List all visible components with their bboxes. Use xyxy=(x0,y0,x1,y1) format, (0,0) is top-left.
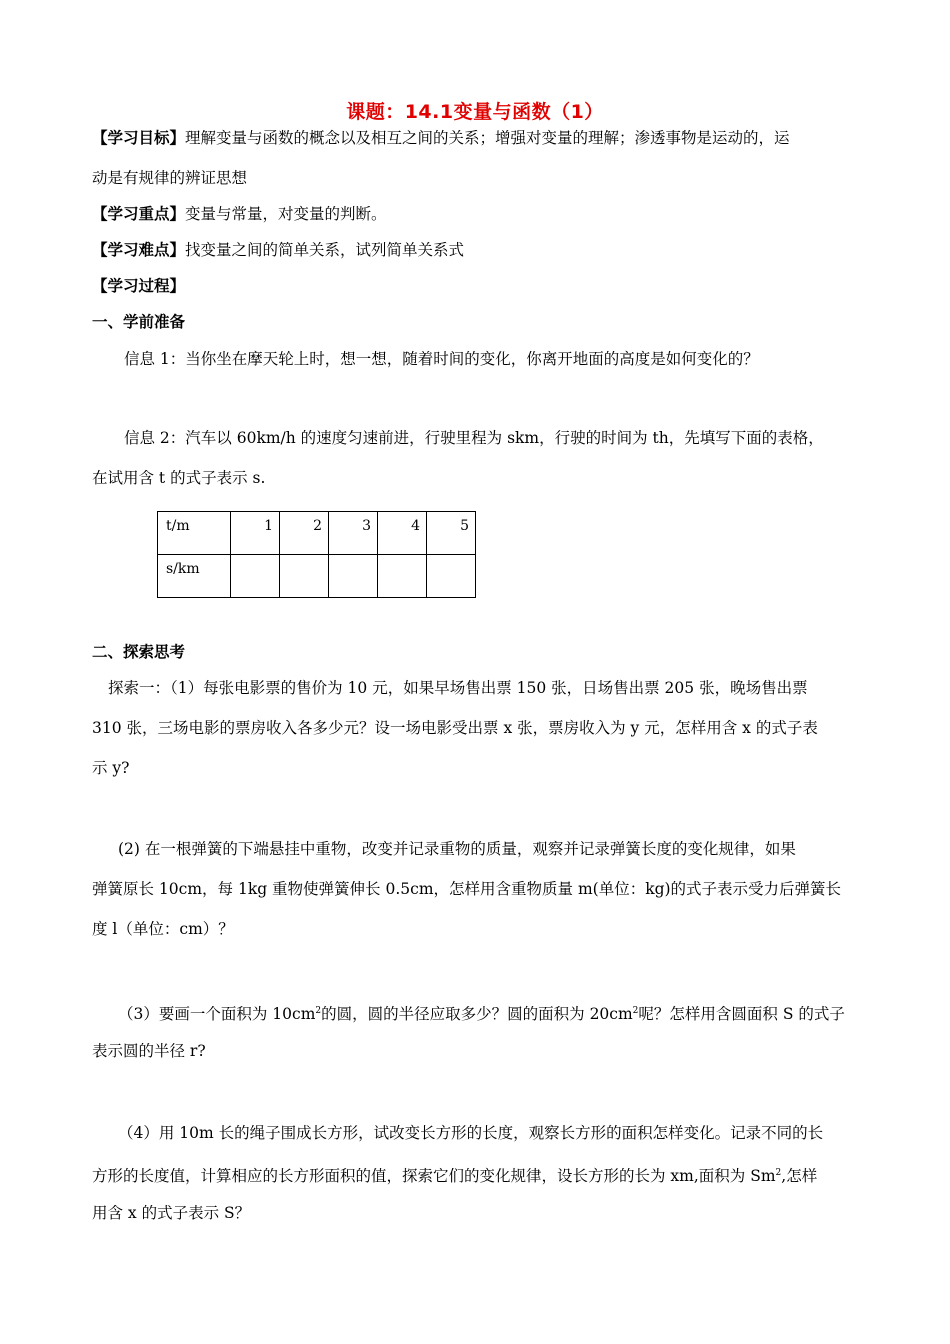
table-cell: 4 xyxy=(378,512,427,555)
table-row xyxy=(158,512,476,555)
exploration-q1-line3: 示 y? xyxy=(92,759,130,777)
section-preparation-heading: 一、学前准备 xyxy=(92,313,186,331)
superscript-two: 2 xyxy=(632,1006,639,1016)
learning-focus-text: 变量与常量，对变量的判断。 xyxy=(185,205,387,223)
table-cell: 3 xyxy=(329,512,378,555)
learning-goal-text: 理解变量与函数的概念以及相互之间的关系；增强对变量的理解；渗透事物是运动的，运 xyxy=(185,129,790,147)
page-title: 课题：14.1变量与函数（1） xyxy=(346,101,604,123)
table-cell-empty xyxy=(231,555,280,598)
exploration-q3-part1: （3）要画一个面积为 10cm xyxy=(118,1005,316,1024)
table-cell: 1 xyxy=(231,512,280,555)
exploration-q4-line2-part2: ,怎样 xyxy=(781,1167,818,1186)
table-cell-empty xyxy=(427,555,476,598)
table-cell: 5 xyxy=(427,512,476,555)
table-cell-empty xyxy=(329,555,378,598)
exploration-q2-line2: 弹簧原长 10cm，每 1kg 重物使弹簧伸长 0.5cm，怎样用含重物质量 m(单位：kg)的式子表示受力后弹簧长 xyxy=(92,880,842,898)
exploration-q3-line2: 表示圆的半径 r? xyxy=(92,1042,206,1060)
table-cell: 2 xyxy=(280,512,329,555)
info-2-continued: 在试用含 t 的式子表示 s. xyxy=(92,469,266,487)
table-cell-empty xyxy=(280,555,329,598)
info-1: 信息 1：当你坐在摩天轮上时，想一想，随着时间的变化，你离开地面的高度是如何变化的？ xyxy=(124,350,759,368)
learning-goal-label: 【学习目标】 xyxy=(92,129,186,147)
learning-goal xyxy=(92,127,790,149)
superscript-two: 2 xyxy=(775,1168,782,1178)
time-distance-table xyxy=(157,511,476,598)
learning-difficulty-label: 【学习难点】 xyxy=(92,241,186,259)
exploration-q1-line2: 310 张，三场电影的票房收入各多少元？设一场电影受出票 x 张，票房收入为 y 元，怎样用含 x 的式子表 xyxy=(92,719,818,737)
exploration-q2-line3: 度 l（单位：cm）？ xyxy=(92,920,234,938)
learning-process-label: 【学习过程】 xyxy=(92,277,186,295)
exploration-q4: （4）用 10m 长的绳子围成长方形，试改变长方形的长度，观察长方形的面积怎样变化。记录不同的长 xyxy=(118,1124,824,1142)
superscript-two: 2 xyxy=(315,1006,322,1016)
table-row xyxy=(158,555,476,598)
exploration-q3-part3: 呢？怎样用含圆面积 S 的式子 xyxy=(638,1005,845,1024)
exploration-q3-part2: 的圆，圆的半径应取多少？圆的面积为 20cm xyxy=(321,1005,633,1024)
table-cell-empty xyxy=(378,555,427,598)
table-cell: t/m xyxy=(158,512,231,555)
exploration-q4-line2-part1: 方形的长度值，计算相应的长方形面积的值，探索它们的变化规律，设长方形的长为 xm,面积为 Sm xyxy=(92,1167,776,1186)
exploration-q2: (2) 在一根弹簧的下端悬挂中重物，改变并记录重物的质量，观察并记录弹簧长度的变化规律，如果 xyxy=(118,840,796,858)
section-exploration-heading: 二、探索思考 xyxy=(92,643,186,661)
table-cell: s/km xyxy=(158,555,231,598)
learning-focus xyxy=(92,203,387,225)
learning-difficulty xyxy=(92,239,464,261)
exploration-q4-line3: 用含 x 的式子表示 S？ xyxy=(92,1204,251,1222)
learning-focus-label: 【学习重点】 xyxy=(92,205,186,223)
exploration-q3 xyxy=(118,1000,845,1025)
exploration-q4-line2 xyxy=(92,1162,817,1187)
exploration-q1: 探索一：（1）每张电影票的售价为 10 元，如果早场售出票 150 张，日场售出票 205 张，晚场售出票 xyxy=(108,679,808,697)
learning-goal-continued: 动是有规律的辨证思想 xyxy=(92,169,248,187)
learning-difficulty-text: 找变量之间的简单关系，试列简单关系式 xyxy=(185,241,465,259)
info-2: 信息 2：汽车以 60km/h 的速度匀速前进，行驶里程为 skm，行驶的时间为 th，先填写下面的表格， xyxy=(124,429,824,447)
